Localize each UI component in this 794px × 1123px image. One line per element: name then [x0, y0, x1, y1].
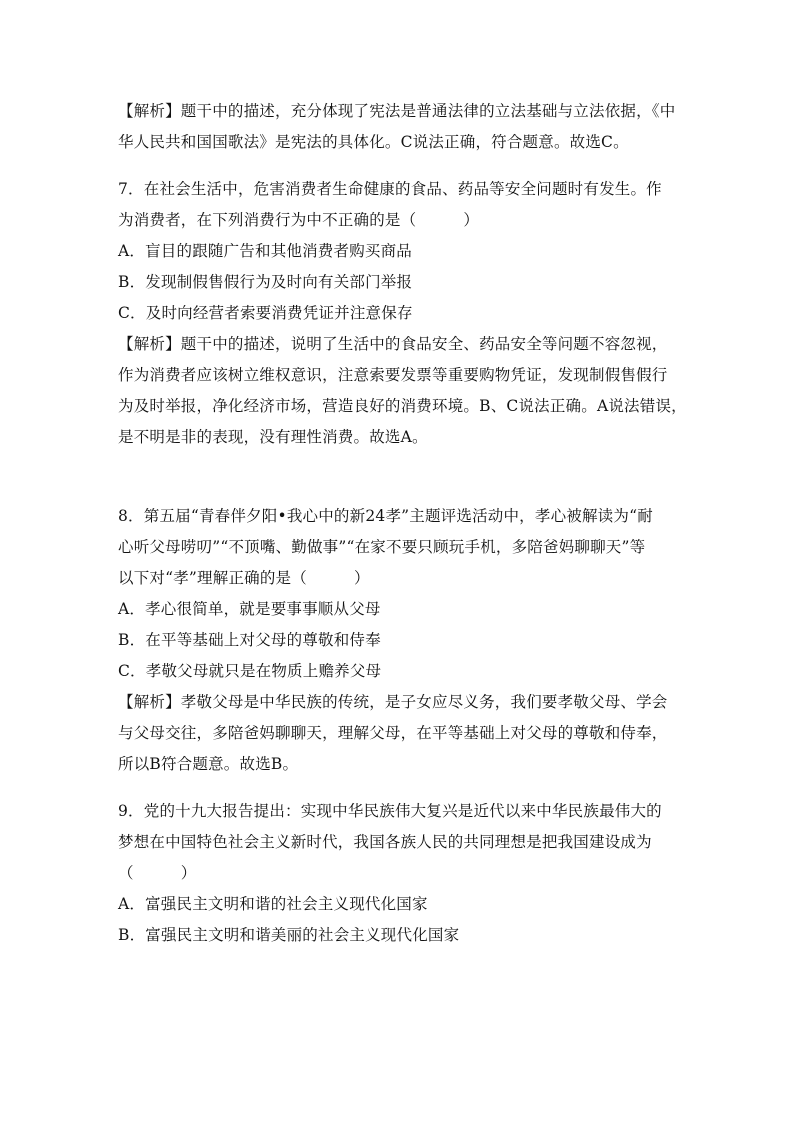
- option-c: C．孝敬父母就只是在物质上赡养父母: [118, 662, 382, 680]
- question-text-line: 梦想在中国特色社会主义新时代，我国各族人民的共同理想是把我国建设成为: [118, 833, 652, 851]
- question-text-line: （ ）: [118, 864, 197, 882]
- option-a: A．盲目的跟随广告和其他消费者购买商品: [118, 242, 412, 260]
- question-text-line: 8．第五届“青春伴夕阳•我心中的新24孝”主题评选活动中，孝心被解读为“耐: [118, 507, 653, 525]
- analysis-line: 为及时举报，净化经济市场，营造良好的消费环境。B、C说法正确。A说法错误，: [118, 397, 687, 415]
- document-page: [118, 96, 687, 951]
- option-b: B．在平等基础上对父母的尊敬和侍奉: [118, 631, 381, 649]
- option-c: C．及时向经营者索要消费凭证并注意保存: [118, 304, 413, 322]
- question-text-line: 心听父母唠叨”“不顶嘴、勤做事”“在家不要只顾玩手机，多陪爸妈聊聊天”等: [118, 538, 646, 556]
- analysis-line: 是不明是非的表现，没有理性消费。故选A。: [118, 428, 428, 446]
- analysis-line: 【解析】孝敬父母是中华民族的传统，是子女应尽义务，我们要孝敬父母、学会: [118, 693, 668, 711]
- option-a: A．孝心很简单，就是要事事顺从父母: [118, 600, 381, 618]
- question-text-line: 为消费者，在下列消费行为中不正确的是（ ）: [118, 211, 480, 229]
- analysis-line: 华人民共和国国歌法》是宪法的具体化。C说法正确，符合题意。故选C。: [118, 133, 629, 151]
- question-7: [118, 174, 687, 453]
- analysis-line: 【解析】题干中的描述，充分体现了宪法是普通法律的立法基础与立法依据，《中: [118, 102, 676, 120]
- analysis-line: 【解析】题干中的描述，说明了生活中的食品安全、药品安全等问题不容忽视，: [118, 335, 668, 353]
- option-b: B．发现制假售假行为及时向有关部门举报: [118, 273, 413, 291]
- analysis-line: 与父母交往，多陪爸妈聊聊天，理解父母，在平等基础上对父母的尊敬和侍奉，: [118, 724, 668, 742]
- question-9: [118, 796, 680, 951]
- question-text-line: 7．在社会生活中，危害消费者生命健康的食品、药品等安全问题时有发生。作: [118, 180, 662, 198]
- question-8: [118, 501, 680, 780]
- analysis-line: 所以B符合题意。故选B。: [118, 755, 299, 773]
- option-a: A．富强民主文明和谐的社会主义现代化国家: [118, 895, 428, 913]
- option-b: B．富强民主文明和谐美丽的社会主义现代化国家: [118, 926, 460, 944]
- question-text-line: 以下对“孝”理解正确的是（ ）: [118, 569, 370, 587]
- analysis-q6: [118, 96, 680, 158]
- question-text-line: 9．党的十九大报告提出：实现中华民族伟大复兴是近代以来中华民族最伟大的: [118, 802, 662, 820]
- analysis-line: 作为消费者应该树立维权意识，注意索要发票等重要购物凭证，发现制假售假行: [118, 366, 668, 384]
